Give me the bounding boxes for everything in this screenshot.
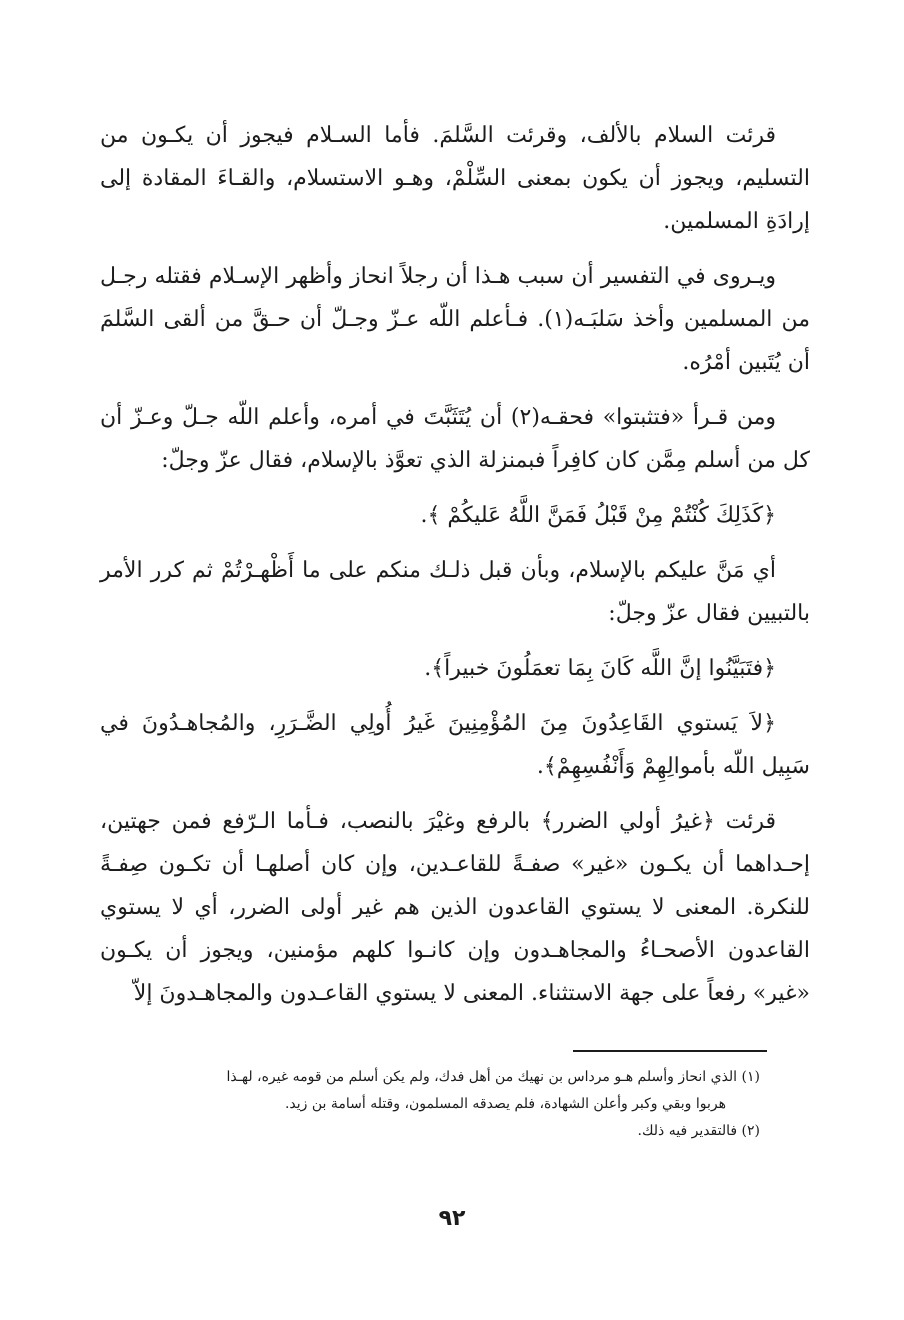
quran-verse-1: ﴿كَذَلِكَ كُنْتُمْ مِنْ قَبْلُ فَمَنَّ اللَّهُ عَليكُمْ ﴾. — [420, 503, 776, 528]
quran-verse-3: ﴿لاَ يَستوي القَاعِدُونَ مِنَ المُؤْمِنِينَ غَيرُ أُولِي الضَّـرَرِ، والمُجاهـدُونَ في سَبِيل اللّه بأموالِهِمْ وَأَنْفُسِهِمْ﴾. — [100, 711, 810, 779]
quran-verse-2: ﴿فتَبَيَّنُوا إنَّ اللَّه كَانَ بِمَا تعمَلُونَ خبيراً﴾. — [424, 656, 776, 681]
footnote-1: (١) الذي انحاز وأسلم هـو مرداس بن نهيك من أهل فدك، ولم يكن أسلم من قومه غيره، لهـذا — [226, 1069, 760, 1085]
paragraph-5: قرئت ﴿غيرُ أولي الضرر﴾ بالرفع وغيْرَ بالنصب، فـأما الـرّفع فمن جهتين، إحـداهما أن يكـون «غير» صفـةً للقاعـدين، وإن كان أصلهـا أن تكـون صِفـةً للنكرة. المعنى لا يستوي القاعدون الذين هم غير أولى الضرر، أي لا يستوي القاعدون الأصحـاءُ والمجاهـدون وإن كانـوا كلهم مؤمنين، ويجوز أن يكـون «غير» رفعاً على جهة الاستثناء. المعنى لا يستوي القاعـدون والمجاهـدونَ إلاّ — [100, 809, 810, 1006]
footnote-2: (٢) فالتقدير فيه ذلك. — [637, 1123, 760, 1139]
paragraph-4: أي مَنَّ عليكم بالإسلام، وبأن قبل ذلـك منكم على ما أَظْهـرْتُمْ ثم كرر الأمر بالتبيين فقال عزّ وجلّ: — [100, 558, 810, 626]
footnote-1-continuation: هربوا وبقي وكبر وأعلن الشهادة، فلم يصدقه المسلمون، وقتله أسامة بن زيد. — [284, 1096, 726, 1112]
paragraph-1: قرئت السلام بالألف، وقرئت السَّلمَ. فأما السـلام فيجوز أن يكـون من التسليم، ويجوز أن يكون بمعنى السِّلْمْ، وهـو الاستسلام، والقـاءَ المقادة إلى إرادَةِ المسلمين. — [100, 123, 810, 234]
footnote-divider — [573, 1050, 767, 1052]
paragraph-3: ومن قـرأ «فتثبتوا» فحقـه(٢) أن يُتَثَبَّتَ في أمره، وأعلم اللّه جـلّ وعـزّ أن كل من أسلم مِمَّن كان كافِراً فبمنزلة الذي تعوَّذ بالإسلام، فقال عزّ وجلّ: — [100, 405, 810, 473]
page-number: ٩٢ — [438, 1206, 466, 1231]
paragraph-2: ويـروى في التفسير أن سبب هـذا أن رجلاً انحاز وأظهر الإسـلام فقتله رجـل من المسلمين وأخذ سَلبَـه(١). فـأعلم اللّه عـزّ وجـلّ أن حـقَّ من ألقى السَّلمَ أن يُتَبين أمْرُه. — [100, 264, 810, 375]
main-text — [100, 114, 810, 1015]
footnotes — [100, 1064, 760, 1145]
